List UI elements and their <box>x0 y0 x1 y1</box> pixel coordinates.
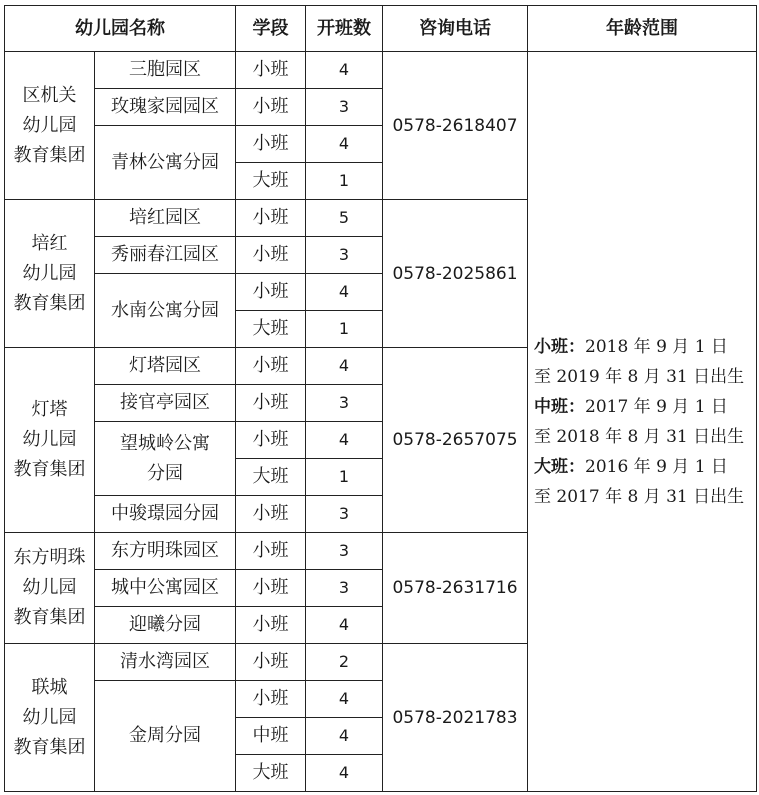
class-count-cell: 4 <box>306 348 383 385</box>
age-range-cell <box>528 52 757 792</box>
age-range-start: 2017 年 9 月 1 日 <box>585 396 728 417</box>
group-name-cell <box>5 644 95 792</box>
campus-name-line: 灯塔园区 <box>129 355 201 376</box>
campus-name-cell <box>95 52 236 89</box>
stage-cell: 大班 <box>236 459 306 496</box>
campus-name-line: 迎曦分园 <box>129 614 201 635</box>
stage-cell: 小班 <box>236 607 306 644</box>
group-name-line: 幼儿园 <box>22 429 77 450</box>
header-classes: 开班数 <box>306 6 383 52</box>
campus-name-line: 分园 <box>147 462 183 484</box>
group-name-line: 教育集团 <box>13 607 86 628</box>
group-name-line: 教育集团 <box>13 292 86 314</box>
campus-name-line: 中骏璟园分园 <box>111 503 219 524</box>
age-range-item <box>534 332 752 392</box>
campus-name-cell <box>95 496 236 533</box>
campus-name-cell <box>95 274 236 348</box>
phone-cell: 0578-2657075 <box>383 348 528 533</box>
age-stage-label: 中班： <box>534 396 585 417</box>
group-name-line: 联城 <box>31 676 68 698</box>
class-count-cell: 4 <box>306 126 383 163</box>
class-count-cell: 1 <box>306 311 383 348</box>
campus-name-cell <box>95 89 236 126</box>
stage-cell: 小班 <box>236 89 306 126</box>
stage-cell: 小班 <box>236 644 306 681</box>
class-count-cell: 2 <box>306 644 383 681</box>
class-count-cell: 4 <box>306 52 383 89</box>
campus-name-cell <box>95 533 236 570</box>
campus-name-line: 金周分园 <box>129 725 201 746</box>
campus-name-line: 青林公寓分园 <box>111 151 219 173</box>
campus-name-line: 玫瑰家园园区 <box>111 96 219 117</box>
phone-cell: 0578-2631716 <box>383 533 528 644</box>
campus-name-cell <box>95 348 236 385</box>
group-name-line: 幼儿园 <box>22 262 77 284</box>
class-count-cell: 3 <box>306 237 383 274</box>
age-range-end: 至 2019 年 8 月 31 日出生 <box>534 366 745 387</box>
campus-name-cell <box>95 422 236 496</box>
class-count-cell: 3 <box>306 496 383 533</box>
class-count-cell: 3 <box>306 570 383 607</box>
age-range-end: 至 2017 年 8 月 31 日出生 <box>534 486 745 507</box>
campus-name-cell <box>95 126 236 200</box>
group-name-line: 灯塔 <box>31 399 68 420</box>
stage-cell: 小班 <box>236 570 306 607</box>
group-name-line: 幼儿园 <box>22 577 77 598</box>
group-name-line: 教育集团 <box>13 459 86 480</box>
stage-cell: 小班 <box>236 200 306 237</box>
age-stage-label: 大班： <box>534 456 585 477</box>
class-count-cell: 4 <box>306 681 383 718</box>
group-name-cell <box>5 348 95 533</box>
class-count-cell: 1 <box>306 163 383 200</box>
stage-cell: 大班 <box>236 311 306 348</box>
class-count-cell: 4 <box>306 274 383 311</box>
stage-cell: 小班 <box>236 533 306 570</box>
stage-cell: 小班 <box>236 496 306 533</box>
class-count-cell: 4 <box>306 607 383 644</box>
campus-name-line: 水南公寓分园 <box>111 299 219 321</box>
campus-name-line: 城中公寓园区 <box>111 577 219 598</box>
age-range-start: 2016 年 9 月 1 日 <box>585 456 728 477</box>
stage-cell: 小班 <box>236 385 306 422</box>
group-name-cell <box>5 52 95 200</box>
enrollment-table <box>4 5 757 792</box>
class-count-cell: 3 <box>306 533 383 570</box>
stage-cell: 小班 <box>236 348 306 385</box>
campus-name-cell <box>95 681 236 792</box>
campus-name-line: 望城岭公寓 <box>120 432 210 454</box>
age-range-item <box>534 452 752 512</box>
class-count-cell: 5 <box>306 200 383 237</box>
group-name-line: 培红 <box>31 232 68 254</box>
class-count-cell: 3 <box>306 89 383 126</box>
campus-name-line: 清水湾园区 <box>120 651 210 672</box>
stage-cell: 大班 <box>236 755 306 792</box>
group-name-line: 东方明珠 <box>13 547 86 568</box>
group-name-line: 区机关 <box>22 84 77 106</box>
table-row <box>5 52 757 89</box>
age-range-start: 2018 年 9 月 1 日 <box>585 336 728 357</box>
stage-cell: 小班 <box>236 237 306 274</box>
campus-name-cell <box>95 237 236 274</box>
stage-cell: 大班 <box>236 163 306 200</box>
group-name-line: 幼儿园 <box>22 706 77 728</box>
campus-name-line: 三胞园区 <box>129 59 201 80</box>
stage-cell: 小班 <box>236 274 306 311</box>
campus-name-line: 接官亭园区 <box>120 392 210 413</box>
class-count-cell: 4 <box>306 755 383 792</box>
age-range-item <box>534 392 752 452</box>
group-name-line: 幼儿园 <box>22 114 77 136</box>
group-name-line: 教育集团 <box>13 736 86 758</box>
class-count-cell: 4 <box>306 422 383 459</box>
stage-cell: 小班 <box>236 422 306 459</box>
header-stage: 学段 <box>236 6 306 52</box>
campus-name-cell <box>95 607 236 644</box>
phone-cell: 0578-2021783 <box>383 644 528 792</box>
campus-name-cell <box>95 385 236 422</box>
campus-name-line: 秀丽春江园区 <box>111 244 219 265</box>
group-name-cell <box>5 533 95 644</box>
stage-cell: 中班 <box>236 718 306 755</box>
campus-name-line: 培红园区 <box>129 207 201 228</box>
campus-name-line: 东方明珠园区 <box>111 540 219 561</box>
header-age: 年龄范围 <box>528 6 757 52</box>
phone-cell: 0578-2025861 <box>383 200 528 348</box>
header-phone: 咨询电话 <box>383 6 528 52</box>
phone-cell: 0578-2618407 <box>383 52 528 200</box>
header-name: 幼儿园名称 <box>5 6 236 52</box>
age-stage-label: 小班： <box>534 336 585 357</box>
campus-name-cell <box>95 200 236 237</box>
class-count-cell: 3 <box>306 385 383 422</box>
group-name-cell <box>5 200 95 348</box>
group-name-line: 教育集团 <box>13 144 86 166</box>
age-range-end: 至 2018 年 8 月 31 日出生 <box>534 426 745 447</box>
stage-cell: 小班 <box>236 52 306 89</box>
class-count-cell: 1 <box>306 459 383 496</box>
campus-name-cell <box>95 644 236 681</box>
header-row <box>5 6 757 52</box>
campus-name-cell <box>95 570 236 607</box>
class-count-cell: 4 <box>306 718 383 755</box>
stage-cell: 小班 <box>236 126 306 163</box>
stage-cell: 小班 <box>236 681 306 718</box>
